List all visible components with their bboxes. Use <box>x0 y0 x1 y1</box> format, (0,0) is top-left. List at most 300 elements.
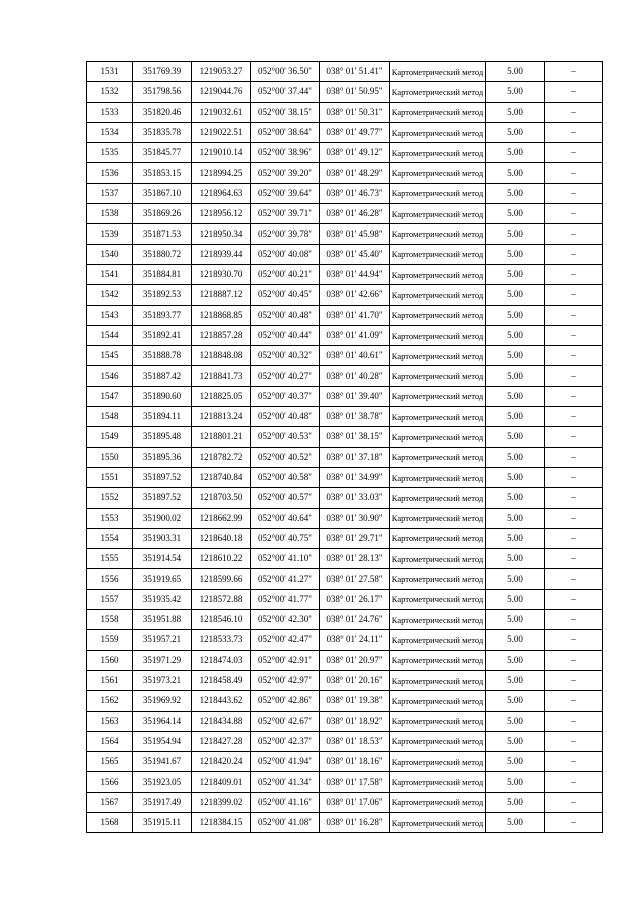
accuracy-cell: 5.00 <box>486 812 545 832</box>
method-cell: Картометрический метод <box>390 285 486 305</box>
note-cell: – <box>545 102 603 122</box>
x-coordinate-cell: 351897.52 <box>133 488 192 508</box>
table-row <box>87 407 603 427</box>
y-coordinate-cell: 1218474.03 <box>192 650 251 670</box>
point-number-cell: 1555 <box>87 549 133 569</box>
point-number-cell: 1547 <box>87 386 133 406</box>
x-coordinate-cell: 351941.67 <box>133 752 192 772</box>
x-coordinate-cell: 351914.54 <box>133 549 192 569</box>
point-number-cell: 1559 <box>87 630 133 650</box>
table-row <box>87 569 603 589</box>
point-number-cell: 1542 <box>87 285 133 305</box>
point-number-cell: 1557 <box>87 589 133 609</box>
note-cell: – <box>545 183 603 203</box>
longitude-cell: 038° 01' 17.58" <box>320 772 390 792</box>
method-cell: Картометрический метод <box>390 224 486 244</box>
longitude-cell: 038° 01' 16.28" <box>320 812 390 832</box>
y-coordinate-cell: 1218599.66 <box>192 569 251 589</box>
point-number-cell: 1546 <box>87 366 133 386</box>
point-number-cell: 1545 <box>87 346 133 366</box>
method-cell: Картометрический метод <box>390 569 486 589</box>
y-coordinate-cell: 1218546.10 <box>192 610 251 630</box>
longitude-cell: 038° 01' 29.71" <box>320 528 390 548</box>
latitude-cell: 052°00' 38.64" <box>251 122 320 142</box>
table-row <box>87 204 603 224</box>
y-coordinate-cell: 1218801.21 <box>192 427 251 447</box>
accuracy-cell: 5.00 <box>486 224 545 244</box>
point-number-cell: 1563 <box>87 711 133 731</box>
method-cell: Картометрический метод <box>390 143 486 163</box>
note-cell: – <box>545 812 603 832</box>
accuracy-cell: 5.00 <box>486 122 545 142</box>
table-body <box>87 62 603 833</box>
method-cell: Картометрический метод <box>390 163 486 183</box>
longitude-cell: 038° 01' 38.15" <box>320 427 390 447</box>
table-row <box>87 467 603 487</box>
table-row <box>87 224 603 244</box>
latitude-cell: 052°00' 40.27" <box>251 366 320 386</box>
table-row <box>87 650 603 670</box>
note-cell: – <box>545 650 603 670</box>
method-cell: Картометрический метод <box>390 508 486 528</box>
method-cell: Картометрический метод <box>390 346 486 366</box>
longitude-cell: 038° 01' 44.94" <box>320 264 390 284</box>
accuracy-cell: 5.00 <box>486 792 545 812</box>
accuracy-cell: 5.00 <box>486 447 545 467</box>
note-cell: – <box>545 285 603 305</box>
accuracy-cell: 5.00 <box>486 264 545 284</box>
table-row <box>87 285 603 305</box>
method-cell: Картометрический метод <box>390 386 486 406</box>
point-number-cell: 1537 <box>87 183 133 203</box>
coordinates-table-container <box>86 61 603 833</box>
latitude-cell: 052°00' 39.71" <box>251 204 320 224</box>
table-row <box>87 630 603 650</box>
point-number-cell: 1565 <box>87 752 133 772</box>
note-cell: – <box>545 244 603 264</box>
note-cell: – <box>545 122 603 142</box>
point-number-cell: 1564 <box>87 731 133 751</box>
latitude-cell: 052°00' 38.96" <box>251 143 320 163</box>
x-coordinate-cell: 351894.11 <box>133 407 192 427</box>
point-number-cell: 1554 <box>87 528 133 548</box>
y-coordinate-cell: 1218434.88 <box>192 711 251 731</box>
method-cell: Картометрический метод <box>390 711 486 731</box>
point-number-cell: 1568 <box>87 812 133 832</box>
accuracy-cell: 5.00 <box>486 244 545 264</box>
table-row <box>87 305 603 325</box>
longitude-cell: 038° 01' 45.40" <box>320 244 390 264</box>
latitude-cell: 052°00' 40.45" <box>251 285 320 305</box>
point-number-cell: 1531 <box>87 62 133 82</box>
y-coordinate-cell: 1219044.76 <box>192 82 251 102</box>
longitude-cell: 038° 01' 30.90" <box>320 508 390 528</box>
y-coordinate-cell: 1218533.73 <box>192 630 251 650</box>
latitude-cell: 052°00' 38.15" <box>251 102 320 122</box>
point-number-cell: 1533 <box>87 102 133 122</box>
point-number-cell: 1558 <box>87 610 133 630</box>
y-coordinate-cell: 1219022.51 <box>192 122 251 142</box>
accuracy-cell: 5.00 <box>486 285 545 305</box>
longitude-cell: 038° 01' 38.78" <box>320 407 390 427</box>
accuracy-cell: 5.00 <box>486 407 545 427</box>
method-cell: Картометрический метод <box>390 812 486 832</box>
latitude-cell: 052°00' 40.64" <box>251 508 320 528</box>
accuracy-cell: 5.00 <box>486 691 545 711</box>
accuracy-cell: 5.00 <box>486 731 545 751</box>
latitude-cell: 052°00' 40.75" <box>251 528 320 548</box>
accuracy-cell: 5.00 <box>486 163 545 183</box>
longitude-cell: 038° 01' 28.13" <box>320 549 390 569</box>
note-cell: – <box>545 467 603 487</box>
accuracy-cell: 5.00 <box>486 630 545 650</box>
method-cell: Картометрический метод <box>390 792 486 812</box>
note-cell: – <box>545 143 603 163</box>
note-cell: – <box>545 305 603 325</box>
table-row <box>87 102 603 122</box>
accuracy-cell: 5.00 <box>486 143 545 163</box>
note-cell: – <box>545 325 603 345</box>
table-row <box>87 122 603 142</box>
accuracy-cell: 5.00 <box>486 488 545 508</box>
accuracy-cell: 5.00 <box>486 528 545 548</box>
point-number-cell: 1540 <box>87 244 133 264</box>
x-coordinate-cell: 351890.60 <box>133 386 192 406</box>
latitude-cell: 052°00' 42.97" <box>251 670 320 690</box>
table-row <box>87 447 603 467</box>
table-row <box>87 163 603 183</box>
y-coordinate-cell: 1218848.08 <box>192 346 251 366</box>
latitude-cell: 052°00' 36.50" <box>251 62 320 82</box>
y-coordinate-cell: 1218409.01 <box>192 772 251 792</box>
note-cell: – <box>545 772 603 792</box>
note-cell: – <box>545 731 603 751</box>
longitude-cell: 038° 01' 18.92" <box>320 711 390 731</box>
y-coordinate-cell: 1219032.61 <box>192 102 251 122</box>
point-number-cell: 1548 <box>87 407 133 427</box>
x-coordinate-cell: 351798.56 <box>133 82 192 102</box>
latitude-cell: 052°00' 40.21" <box>251 264 320 284</box>
x-coordinate-cell: 351880.72 <box>133 244 192 264</box>
latitude-cell: 052°00' 41.16" <box>251 792 320 812</box>
longitude-cell: 038° 01' 37.18" <box>320 447 390 467</box>
x-coordinate-cell: 351892.53 <box>133 285 192 305</box>
point-number-cell: 1567 <box>87 792 133 812</box>
latitude-cell: 052°00' 41.10" <box>251 549 320 569</box>
method-cell: Картометрический метод <box>390 589 486 609</box>
method-cell: Картометрический метод <box>390 528 486 548</box>
y-coordinate-cell: 1218384.15 <box>192 812 251 832</box>
y-coordinate-cell: 1218740.84 <box>192 467 251 487</box>
accuracy-cell: 5.00 <box>486 386 545 406</box>
table-row <box>87 143 603 163</box>
y-coordinate-cell: 1218572.88 <box>192 589 251 609</box>
y-coordinate-cell: 1218640.18 <box>192 528 251 548</box>
longitude-cell: 038° 01' 33.03" <box>320 488 390 508</box>
note-cell: – <box>545 528 603 548</box>
latitude-cell: 052°00' 42.67" <box>251 711 320 731</box>
longitude-cell: 038° 01' 45.98" <box>320 224 390 244</box>
latitude-cell: 052°00' 42.47" <box>251 630 320 650</box>
table-row <box>87 346 603 366</box>
method-cell: Картометрический метод <box>390 691 486 711</box>
table-row <box>87 62 603 82</box>
y-coordinate-cell: 1218994.25 <box>192 163 251 183</box>
x-coordinate-cell: 351871.53 <box>133 224 192 244</box>
x-coordinate-cell: 351892.41 <box>133 325 192 345</box>
accuracy-cell: 5.00 <box>486 366 545 386</box>
accuracy-cell: 5.00 <box>486 569 545 589</box>
y-coordinate-cell: 1219010.14 <box>192 143 251 163</box>
longitude-cell: 038° 01' 39.40" <box>320 386 390 406</box>
note-cell: – <box>545 163 603 183</box>
note-cell: – <box>545 792 603 812</box>
x-coordinate-cell: 351853.15 <box>133 163 192 183</box>
note-cell: – <box>545 508 603 528</box>
latitude-cell: 052°00' 41.27" <box>251 569 320 589</box>
x-coordinate-cell: 351919.65 <box>133 569 192 589</box>
latitude-cell: 052°00' 42.30" <box>251 610 320 630</box>
x-coordinate-cell: 351971.29 <box>133 650 192 670</box>
y-coordinate-cell: 1218662.99 <box>192 508 251 528</box>
y-coordinate-cell: 1218443.62 <box>192 691 251 711</box>
method-cell: Картометрический метод <box>390 102 486 122</box>
latitude-cell: 052°00' 40.52" <box>251 447 320 467</box>
longitude-cell: 038° 01' 17.06" <box>320 792 390 812</box>
table-row <box>87 264 603 284</box>
accuracy-cell: 5.00 <box>486 427 545 447</box>
longitude-cell: 038° 01' 51.41" <box>320 62 390 82</box>
longitude-cell: 038° 01' 19.38" <box>320 691 390 711</box>
x-coordinate-cell: 351888.78 <box>133 346 192 366</box>
y-coordinate-cell: 1218703.50 <box>192 488 251 508</box>
accuracy-cell: 5.00 <box>486 508 545 528</box>
note-cell: – <box>545 691 603 711</box>
method-cell: Картометрический метод <box>390 183 486 203</box>
y-coordinate-cell: 1218930.70 <box>192 264 251 284</box>
latitude-cell: 052°00' 40.48" <box>251 407 320 427</box>
method-cell: Картометрический метод <box>390 204 486 224</box>
point-number-cell: 1534 <box>87 122 133 142</box>
table-row <box>87 183 603 203</box>
longitude-cell: 038° 01' 46.28" <box>320 204 390 224</box>
note-cell: – <box>545 366 603 386</box>
table-row <box>87 610 603 630</box>
point-number-cell: 1532 <box>87 82 133 102</box>
latitude-cell: 052°00' 41.94" <box>251 752 320 772</box>
longitude-cell: 038° 01' 24.76" <box>320 610 390 630</box>
accuracy-cell: 5.00 <box>486 325 545 345</box>
table-row <box>87 244 603 264</box>
method-cell: Картометрический метод <box>390 488 486 508</box>
method-cell: Картометрический метод <box>390 366 486 386</box>
note-cell: – <box>545 630 603 650</box>
y-coordinate-cell: 1218939.44 <box>192 244 251 264</box>
accuracy-cell: 5.00 <box>486 102 545 122</box>
table-row <box>87 386 603 406</box>
y-coordinate-cell: 1218420.24 <box>192 752 251 772</box>
table-row <box>87 752 603 772</box>
y-coordinate-cell: 1219053.27 <box>192 62 251 82</box>
note-cell: – <box>545 224 603 244</box>
accuracy-cell: 5.00 <box>486 183 545 203</box>
point-number-cell: 1560 <box>87 650 133 670</box>
table-row <box>87 812 603 832</box>
point-number-cell: 1536 <box>87 163 133 183</box>
latitude-cell: 052°00' 39.64" <box>251 183 320 203</box>
x-coordinate-cell: 351964.14 <box>133 711 192 731</box>
note-cell: – <box>545 610 603 630</box>
longitude-cell: 038° 01' 40.61" <box>320 346 390 366</box>
note-cell: – <box>545 62 603 82</box>
latitude-cell: 052°00' 41.77" <box>251 589 320 609</box>
method-cell: Картометрический метод <box>390 264 486 284</box>
longitude-cell: 038° 01' 48.29" <box>320 163 390 183</box>
accuracy-cell: 5.00 <box>486 549 545 569</box>
y-coordinate-cell: 1218868.85 <box>192 305 251 325</box>
point-number-cell: 1539 <box>87 224 133 244</box>
latitude-cell: 052°00' 42.86" <box>251 691 320 711</box>
x-coordinate-cell: 351915.11 <box>133 812 192 832</box>
x-coordinate-cell: 351935.42 <box>133 589 192 609</box>
note-cell: – <box>545 204 603 224</box>
longitude-cell: 038° 01' 20.16" <box>320 670 390 690</box>
y-coordinate-cell: 1218887.12 <box>192 285 251 305</box>
x-coordinate-cell: 351769.39 <box>133 62 192 82</box>
method-cell: Картометрический метод <box>390 610 486 630</box>
accuracy-cell: 5.00 <box>486 82 545 102</box>
longitude-cell: 038° 01' 41.09" <box>320 325 390 345</box>
y-coordinate-cell: 1218427.28 <box>192 731 251 751</box>
method-cell: Картометрический метод <box>390 82 486 102</box>
x-coordinate-cell: 351845.77 <box>133 143 192 163</box>
y-coordinate-cell: 1218857.28 <box>192 325 251 345</box>
table-row <box>87 366 603 386</box>
method-cell: Картометрический метод <box>390 467 486 487</box>
latitude-cell: 052°00' 40.57" <box>251 488 320 508</box>
longitude-cell: 038° 01' 26.17" <box>320 589 390 609</box>
x-coordinate-cell: 351973.21 <box>133 670 192 690</box>
table-row <box>87 325 603 345</box>
x-coordinate-cell: 351900.02 <box>133 508 192 528</box>
x-coordinate-cell: 351887.42 <box>133 366 192 386</box>
note-cell: – <box>545 82 603 102</box>
method-cell: Картометрический метод <box>390 772 486 792</box>
accuracy-cell: 5.00 <box>486 610 545 630</box>
latitude-cell: 052°00' 40.58" <box>251 467 320 487</box>
point-number-cell: 1544 <box>87 325 133 345</box>
y-coordinate-cell: 1218825.05 <box>192 386 251 406</box>
point-number-cell: 1535 <box>87 143 133 163</box>
point-number-cell: 1550 <box>87 447 133 467</box>
method-cell: Картометрический метод <box>390 305 486 325</box>
longitude-cell: 038° 01' 18.53" <box>320 731 390 751</box>
accuracy-cell: 5.00 <box>486 752 545 772</box>
latitude-cell: 052°00' 40.48" <box>251 305 320 325</box>
method-cell: Картометрический метод <box>390 630 486 650</box>
longitude-cell: 038° 01' 42.66" <box>320 285 390 305</box>
table-row <box>87 731 603 751</box>
table-row <box>87 772 603 792</box>
longitude-cell: 038° 01' 24.11" <box>320 630 390 650</box>
note-cell: – <box>545 346 603 366</box>
y-coordinate-cell: 1218782.72 <box>192 447 251 467</box>
method-cell: Картометрический метод <box>390 752 486 772</box>
accuracy-cell: 5.00 <box>486 467 545 487</box>
point-number-cell: 1541 <box>87 264 133 284</box>
latitude-cell: 052°00' 39.20" <box>251 163 320 183</box>
longitude-cell: 038° 01' 18.16" <box>320 752 390 772</box>
accuracy-cell: 5.00 <box>486 650 545 670</box>
note-cell: – <box>545 447 603 467</box>
method-cell: Картометрический метод <box>390 325 486 345</box>
x-coordinate-cell: 351820.46 <box>133 102 192 122</box>
x-coordinate-cell: 351917.49 <box>133 792 192 812</box>
coordinates-table <box>86 61 603 833</box>
note-cell: – <box>545 589 603 609</box>
table-row <box>87 792 603 812</box>
longitude-cell: 038° 01' 20.97" <box>320 650 390 670</box>
method-cell: Картометрический метод <box>390 62 486 82</box>
latitude-cell: 052°00' 39.78" <box>251 224 320 244</box>
table-row <box>87 670 603 690</box>
x-coordinate-cell: 351951.88 <box>133 610 192 630</box>
y-coordinate-cell: 1218610.22 <box>192 549 251 569</box>
latitude-cell: 052°00' 40.53" <box>251 427 320 447</box>
y-coordinate-cell: 1218964.63 <box>192 183 251 203</box>
y-coordinate-cell: 1218841.73 <box>192 366 251 386</box>
note-cell: – <box>545 569 603 589</box>
table-row <box>87 549 603 569</box>
point-number-cell: 1552 <box>87 488 133 508</box>
point-number-cell: 1561 <box>87 670 133 690</box>
note-cell: – <box>545 670 603 690</box>
latitude-cell: 052°00' 40.44" <box>251 325 320 345</box>
table-row <box>87 427 603 447</box>
x-coordinate-cell: 351903.31 <box>133 528 192 548</box>
point-number-cell: 1562 <box>87 691 133 711</box>
latitude-cell: 052°00' 41.08" <box>251 812 320 832</box>
y-coordinate-cell: 1218458.49 <box>192 670 251 690</box>
y-coordinate-cell: 1218956.12 <box>192 204 251 224</box>
latitude-cell: 052°00' 42.37" <box>251 731 320 751</box>
table-row <box>87 711 603 731</box>
table-row <box>87 528 603 548</box>
latitude-cell: 052°00' 41.34" <box>251 772 320 792</box>
x-coordinate-cell: 351884.81 <box>133 264 192 284</box>
x-coordinate-cell: 351895.48 <box>133 427 192 447</box>
point-number-cell: 1566 <box>87 772 133 792</box>
y-coordinate-cell: 1218399.02 <box>192 792 251 812</box>
longitude-cell: 038° 01' 49.12" <box>320 143 390 163</box>
latitude-cell: 052°00' 40.37" <box>251 386 320 406</box>
x-coordinate-cell: 351923.05 <box>133 772 192 792</box>
y-coordinate-cell: 1218813.24 <box>192 407 251 427</box>
method-cell: Картометрический метод <box>390 447 486 467</box>
y-coordinate-cell: 1218950.34 <box>192 224 251 244</box>
latitude-cell: 052°00' 42.91" <box>251 650 320 670</box>
note-cell: – <box>545 488 603 508</box>
accuracy-cell: 5.00 <box>486 589 545 609</box>
x-coordinate-cell: 351867.10 <box>133 183 192 203</box>
point-number-cell: 1551 <box>87 467 133 487</box>
point-number-cell: 1556 <box>87 569 133 589</box>
note-cell: – <box>545 752 603 772</box>
note-cell: – <box>545 407 603 427</box>
table-row <box>87 82 603 102</box>
point-number-cell: 1538 <box>87 204 133 224</box>
method-cell: Картометрический метод <box>390 244 486 264</box>
